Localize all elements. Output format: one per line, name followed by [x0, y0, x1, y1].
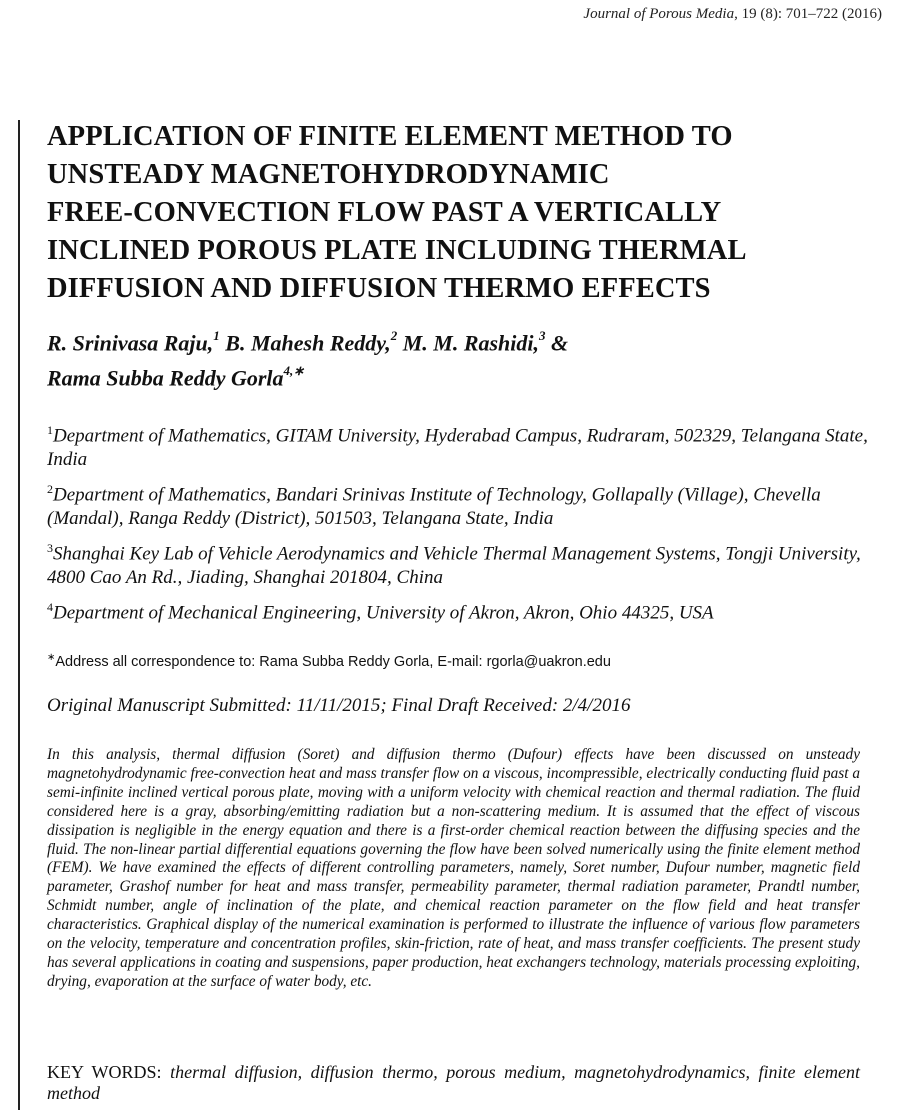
abstract: In this analysis, thermal diffusion (Soret) and diffusion thermo (Dufour) effects have been discussed on unsteady magnetohydrodynamic free-convection heat and mass transfer flow on a viscous, incompressible, electrically conducting fluid past a semi-infinite inclined vertical porous plate, moving with a uniform velocity with chemical reaction and thermal radiation. The fluid considered here is a gray, absorbing/emitting radiation but a non-scattering medium. It is assumed that the effect of viscous dissipation is negligible in the energy equation and there is a first-order chemical reaction between the diffusing species and the fluid. The non-linear partial differential equations governing the flow have been solved numerically using the finite element method (FEM). We have examined the effects of different controlling parameters, namely, Soret number, Dufour number, magnetic field parameter, Grashof number for heat and mass transfer, permeability parameter, thermal radiation parameter, Prandtl number, Schmidt number, angle of inclination of the plate, and chemical reaction parameter on the flow field and heat transfer characteristics. Graphical display of the numerical examination is performed to illustrate the influence of various flow parameters on the velocity, temperature and concentration profiles, skin-friction, rate of heat, and mass transfer coefficients. The present study has several applications in coating and suspensions, paper production, heat exchangers technology, materials processing exploiting, drying, evaporation at the surface of water body, etc. [47, 746, 860, 990]
keywords-text: thermal diffusion, diffusion thermo, porous medium, magnetohydrodynamics, finite element method [47, 1062, 860, 1103]
correspondence-text: Address all correspondence to: Rama Subba Reddy Gorla, E-mail: rgorla@uakron.edu [55, 653, 611, 670]
left-margin-rule [18, 120, 20, 1110]
manuscript-dates: Original Manuscript Submitted: 11/11/2015; Final Draft Received: 2/4/2016 [47, 695, 631, 716]
affiliation-1 [47, 418, 877, 472]
affiliation-text: Department of Mathematics, GITAM University, Hyderabad Campus, Rudraram, 502329, Telangana State, India [47, 425, 868, 471]
affiliation-2 [47, 477, 877, 531]
author-name: M. M. Rashidi, [397, 330, 540, 356]
correspondence-note [47, 652, 611, 670]
author-affil-mark: 2 [390, 328, 398, 343]
journal-citation [583, 6, 882, 23]
author-name: B. Mahesh Reddy, [219, 330, 391, 356]
affiliation-number: 1 [47, 423, 53, 437]
paper-title [47, 118, 847, 308]
affiliation-4 [47, 595, 877, 625]
journal-volume-pages: , 19 (8): 701–722 (2016) [734, 6, 882, 22]
keywords [47, 1062, 860, 1104]
title-line: UNSTEADY MAGNETOHYDRODYNAMIC [47, 159, 610, 190]
correspondence-mark: ∗ [47, 652, 56, 663]
title-line: DIFFUSION AND DIFFUSION THERMO EFFECTS [47, 273, 711, 304]
author-affil-mark: 1 [213, 328, 220, 343]
author-list [47, 323, 867, 394]
keywords-label: KEY WORDS: [47, 1062, 162, 1082]
title-line: FREE-CONVECTION FLOW PAST A VERTICALLY [47, 197, 722, 228]
affiliation-text: Shanghai Key Lab of Vehicle Aerodynamics and Vehicle Thermal Management Systems, Tongji University, 4800 Cao An Rd., Jiading, Shanghai 201804, China [47, 543, 861, 589]
author-name: R. Srinivasa Raju, [47, 330, 214, 356]
title-line: APPLICATION OF FINITE ELEMENT METHOD TO [47, 121, 733, 152]
author-ampersand: & [545, 330, 569, 356]
affiliation-text: Department of Mechanical Engineering, University of Akron, Akron, Ohio 44325, USA [53, 602, 714, 624]
affiliation-number: 2 [47, 482, 53, 496]
journal-name: Journal of Porous Media [583, 6, 735, 22]
affiliation-3 [47, 536, 877, 590]
title-line: INCLINED POROUS PLATE INCLUDING THERMAL [47, 235, 747, 266]
affiliation-number: 3 [47, 541, 53, 555]
affiliation-text: Department of Mathematics, Bandari Srinivas Institute of Technology, Gollapally (Village), Chevella (Mandal), Ranga Reddy (District), 501503, Telangana State, India [47, 484, 821, 530]
affiliation-number: 4 [47, 600, 53, 614]
author-affil-mark: 3 [539, 328, 546, 343]
author-name: Rama Subba Reddy Gorla [47, 365, 284, 391]
author-affil-mark: 4,∗ [283, 363, 305, 379]
